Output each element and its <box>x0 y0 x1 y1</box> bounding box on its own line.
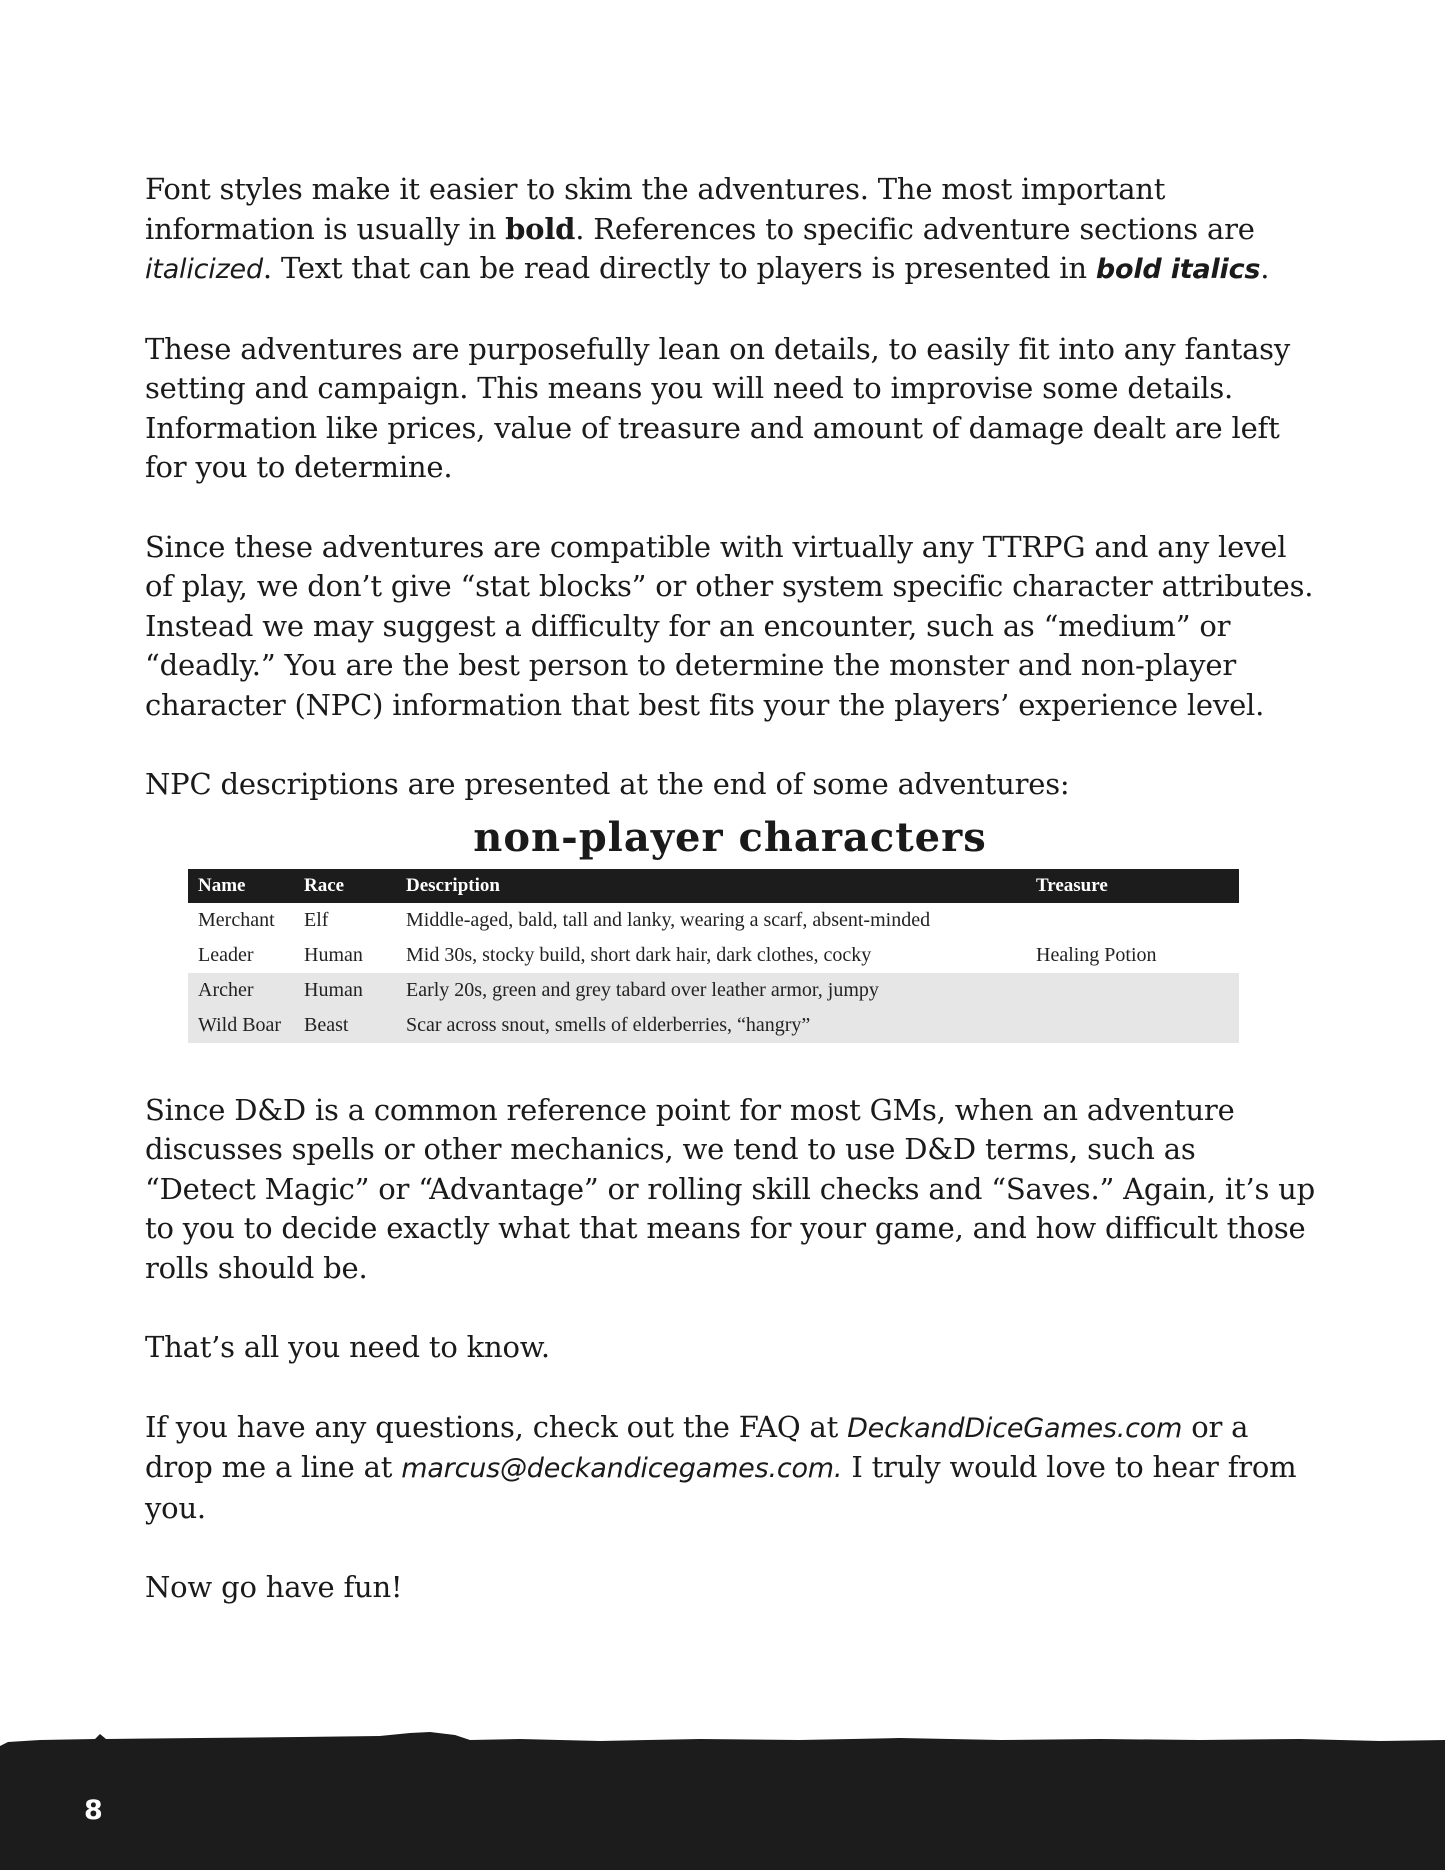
italic-example: italicized <box>145 254 263 285</box>
header-race: Race <box>294 869 396 903</box>
cell-treasure <box>1026 1008 1239 1043</box>
cell-treasure: Healing Potion <box>1036 943 1157 966</box>
text-run: . References to specific adventure sections are <box>575 211 1255 246</box>
npc-table-title: non-player characters <box>473 813 987 861</box>
cell-race: Human <box>304 943 363 966</box>
header-description: Description <box>396 869 1026 903</box>
cell-treasure <box>1026 903 1239 938</box>
bold-example: bold <box>505 211 576 246</box>
table-row <box>188 973 1239 1008</box>
bold-italic-example: bold italics <box>1095 254 1261 285</box>
footer-bar <box>0 1720 1445 1870</box>
cell-description: Middle-aged, bald, tall and lanky, wearing a scarf, absent-minded <box>406 908 931 931</box>
paragraph-thats-all: That’s all you need to know. <box>145 1330 550 1364</box>
cell-name: Merchant <box>198 908 275 931</box>
page-content <box>145 170 1315 1648</box>
npc-table-header-row <box>188 869 1239 903</box>
cell-name: Wild Boar <box>188 1008 294 1043</box>
text-run: or a drop me a line at <box>145 1409 1249 1484</box>
paragraph-closing: Now go have fun! <box>145 1570 403 1604</box>
paragraph-font-styles <box>145 170 1315 290</box>
paragraph-lean-details: These adventures are purposefully lean on details, to easily fit into any fantasy setting and campaign. This means you will need to improvise some details. Information like prices, value of treasure and amount of damage dealt are left for you to determine. <box>145 331 1291 484</box>
cell-race: Beast <box>294 1008 396 1043</box>
text-run: I truly would love to hear from you. <box>145 1450 1297 1525</box>
text-run: Font styles make it easier to skim the adventures. The most important information is usually in <box>145 172 1166 246</box>
paragraph-npc-intro: NPC descriptions are presented at the end of some adventures: <box>145 767 1070 801</box>
cell-name: Leader <box>198 943 254 966</box>
paragraph-contact <box>145 1408 1315 1529</box>
paragraph-dnd-terms: Since D&D is a common reference point for most GMs, when an adventure discusses spells or other mechanics, we tend to use D&D terms, such as “Detect Magic” or “Advantage” or rolling skill checks and “Saves.” Again, it’s up to you to decide exactly what that means for your game, and how difficult those rolls should be. <box>145 1092 1316 1285</box>
website-link[interactable]: DeckandDiceGames.com <box>847 1412 1183 1444</box>
cell-description: Scar across snout, smells of elderberries, “hangry” <box>396 1008 1026 1043</box>
cell-description: Early 20s, green and grey tabard over leather armor, jumpy <box>396 973 1026 1008</box>
ragged-footer-shape <box>0 1720 1445 1870</box>
text-run: . Text that can be read directly to players is presented in <box>262 251 1096 285</box>
table-row <box>188 903 1239 938</box>
cell-name: Archer <box>188 973 294 1008</box>
header-treasure: Treasure <box>1026 869 1239 903</box>
cell-race: Elf <box>304 908 329 931</box>
paragraph-compatibility: Since these adventures are compatible with virtually any TTRPG and any level of play, we don’t give “stat blocks” or other system specific character attributes. Instead we may suggest a difficulty for an encounter, such as “medium” or “deadly.” You are the best person to determine the monster and non-player character (NPC) information that best fits your the players’ experience level. <box>145 529 1314 722</box>
table-row <box>188 1008 1239 1043</box>
text-run: . <box>1260 251 1270 285</box>
npc-table <box>188 869 1239 1043</box>
table-row <box>188 938 1239 973</box>
cell-description: Mid 30s, stocky build, short dark hair, dark clothes, cocky <box>406 943 872 966</box>
header-name: Name <box>188 869 294 903</box>
text-run: If you have any questions, check out the FAQ at <box>145 1409 848 1444</box>
cell-treasure <box>1026 973 1239 1008</box>
cell-race: Human <box>294 973 396 1008</box>
email-link[interactable]: marcus@deckandicegames.com. <box>401 1453 843 1484</box>
page-number: 8 <box>84 1795 103 1826</box>
